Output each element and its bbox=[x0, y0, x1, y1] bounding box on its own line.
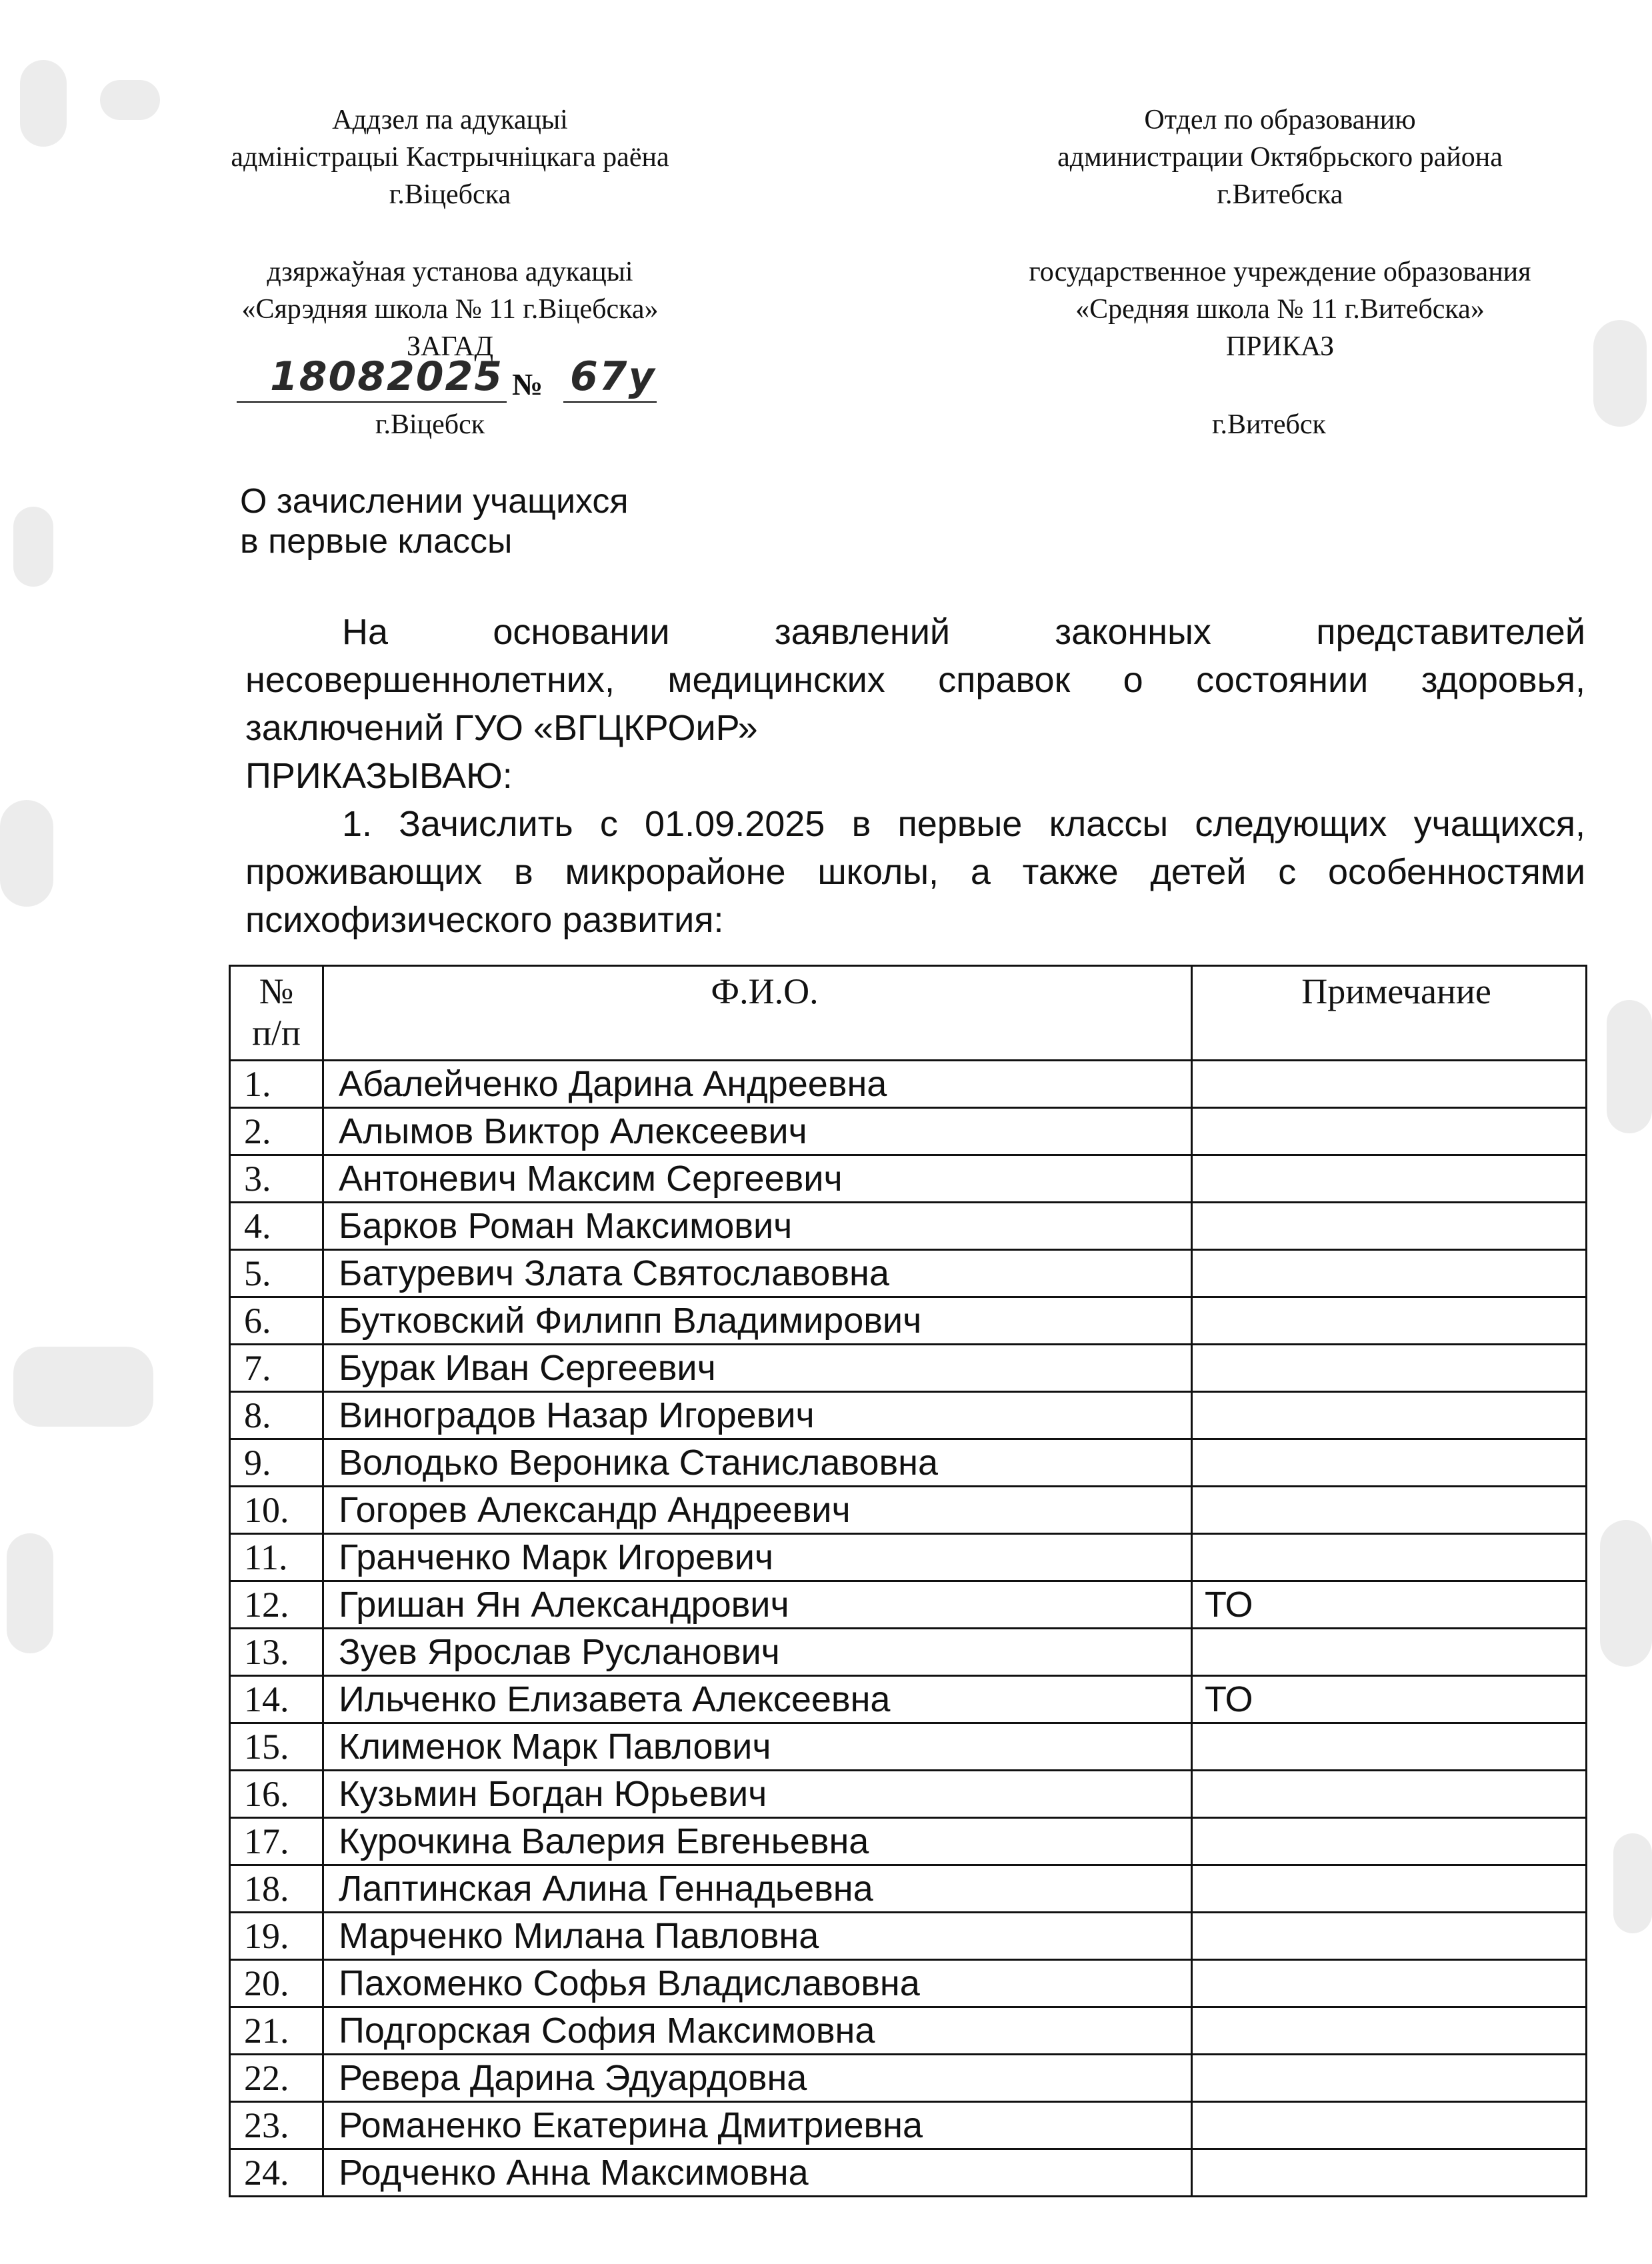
header-russian bbox=[960, 101, 1600, 213]
table-row bbox=[230, 2149, 1587, 2197]
student-name: Батуревич Злата Святославовна bbox=[323, 1250, 1192, 1297]
table-row bbox=[230, 1629, 1587, 1676]
table-row bbox=[230, 1155, 1587, 1203]
student-name: Гранченко Марк Игоревич bbox=[323, 1534, 1192, 1581]
row-number: 15. bbox=[230, 1723, 323, 1771]
table-row bbox=[230, 1771, 1587, 1818]
table-row bbox=[230, 1913, 1587, 1960]
row-note bbox=[1192, 1723, 1587, 1771]
row-note bbox=[1192, 1865, 1587, 1913]
header-by-line5: «Сярэдняя школа № 11 г.Віцебска» bbox=[241, 294, 659, 325]
scan-artifact bbox=[20, 60, 67, 147]
order-subject bbox=[240, 481, 629, 561]
handwritten-number: 67у bbox=[570, 353, 656, 400]
scan-artifact bbox=[1593, 320, 1647, 427]
header-belarusian bbox=[167, 101, 733, 213]
header-ru-line4: государственное учреждение образования bbox=[1029, 257, 1531, 287]
row-note bbox=[1192, 2149, 1587, 2197]
table-row bbox=[230, 2055, 1587, 2102]
header-by-line2: адміністрацыі Кастрычніцкага раёна bbox=[231, 142, 669, 173]
student-name: Подгорская София Максимовна bbox=[323, 2007, 1192, 2055]
header-ru-line3: г.Витебска bbox=[1217, 179, 1343, 210]
row-note bbox=[1192, 1203, 1587, 1250]
row-number: 3. bbox=[230, 1155, 323, 1203]
table-row bbox=[230, 1723, 1587, 1771]
scan-artifact bbox=[1607, 1000, 1652, 1133]
student-name: Зуев Ярослав Русланович bbox=[323, 1629, 1192, 1676]
scan-artifact bbox=[13, 507, 53, 587]
student-name: Пахоменко Софья Владиславовна bbox=[323, 1960, 1192, 2007]
scan-artifact bbox=[1600, 1520, 1652, 1667]
handwritten-date: 18082025 bbox=[270, 353, 503, 400]
row-number: 18. bbox=[230, 1865, 323, 1913]
student-name: Ревера Дарина Эдуардовна bbox=[323, 2055, 1192, 2102]
student-name: Ильченко Елизавета Алексеевна bbox=[323, 1676, 1192, 1723]
header-belarusian-institution bbox=[167, 253, 733, 365]
row-note bbox=[1192, 1960, 1587, 2007]
student-name: Лаптинская Алина Геннадьевна bbox=[323, 1865, 1192, 1913]
row-number: 2. bbox=[230, 1108, 323, 1155]
row-number: 21. bbox=[230, 2007, 323, 2055]
row-number: 4. bbox=[230, 1203, 323, 1250]
student-name: Марченко Милана Павловна bbox=[323, 1913, 1192, 1960]
header-by-line6: ЗАГАД bbox=[406, 331, 494, 362]
table-row bbox=[230, 1865, 1587, 1913]
table-row bbox=[230, 1250, 1587, 1297]
table-body bbox=[230, 1061, 1587, 2197]
row-note: ТО bbox=[1192, 1676, 1587, 1723]
row-note bbox=[1192, 1250, 1587, 1297]
student-name: Бутковский Филипп Владимирович bbox=[323, 1297, 1192, 1345]
header-ru-line6: ПРИКАЗ bbox=[1225, 331, 1335, 362]
number-sign: № bbox=[512, 367, 543, 401]
header-by-city: г.Віцебск bbox=[375, 409, 485, 440]
student-name: Барков Роман Максимович bbox=[323, 1203, 1192, 1250]
row-number: 10. bbox=[230, 1487, 323, 1534]
row-note bbox=[1192, 2055, 1587, 2102]
number-underline bbox=[563, 401, 657, 403]
table-row bbox=[230, 1061, 1587, 1108]
header-by-line1: Аддзел па адукацыі bbox=[332, 105, 568, 135]
table-row bbox=[230, 1676, 1587, 1723]
scan-artifact bbox=[7, 1533, 53, 1653]
row-number: 19. bbox=[230, 1913, 323, 1960]
row-note bbox=[1192, 1818, 1587, 1865]
table-row bbox=[230, 2102, 1587, 2149]
subject-line1: О зачислении учащихся bbox=[240, 482, 629, 521]
student-name: Гогорев Александр Андреевич bbox=[323, 1487, 1192, 1534]
row-number: 24. bbox=[230, 2149, 323, 2197]
row-number: 20. bbox=[230, 1960, 323, 2007]
body-para1-line1: На основании заявлений законных представителей bbox=[342, 612, 1585, 652]
row-note bbox=[1192, 1629, 1587, 1676]
table-header-row bbox=[230, 966, 1587, 1061]
row-number: 9. bbox=[230, 1439, 323, 1487]
student-name: Виноградов Назар Игоревич bbox=[323, 1392, 1192, 1439]
table-row bbox=[230, 1203, 1587, 1250]
row-number: 17. bbox=[230, 1818, 323, 1865]
row-note bbox=[1192, 1913, 1587, 1960]
row-number: 1. bbox=[230, 1061, 323, 1108]
body-para1-line2: несовершеннолетних, медицинских справок о состоянии здоровья, bbox=[245, 660, 1585, 700]
header-ru-line5: «Средняя школа № 11 г.Витебска» bbox=[1075, 294, 1485, 325]
row-number: 12. bbox=[230, 1581, 323, 1629]
row-number: 8. bbox=[230, 1392, 323, 1439]
header-by-line4: дзяржаўная установа адукацыі bbox=[267, 257, 633, 287]
table-row bbox=[230, 2007, 1587, 2055]
scan-artifact bbox=[1613, 1833, 1652, 1933]
student-name: Клименок Марк Павлович bbox=[323, 1723, 1192, 1771]
row-note bbox=[1192, 1155, 1587, 1203]
row-note bbox=[1192, 1771, 1587, 1818]
row-note bbox=[1192, 1534, 1587, 1581]
body-item1-line1: 1. Зачислить с 01.09.2025 в первые классы следующих учащихся, bbox=[342, 804, 1585, 844]
student-name: Бурак Иван Сергеевич bbox=[323, 1345, 1192, 1392]
row-number: 22. bbox=[230, 2055, 323, 2102]
table-row bbox=[230, 1297, 1587, 1345]
body-item1-line2: проживающих в микрорайоне школы, а также детей с особенностями bbox=[245, 852, 1585, 892]
table-row bbox=[230, 1487, 1587, 1534]
table-row bbox=[230, 1108, 1587, 1155]
body-item1-line3: психофизического развития: bbox=[245, 900, 724, 940]
row-note bbox=[1192, 1297, 1587, 1345]
scan-artifact bbox=[0, 800, 53, 907]
scan-artifact bbox=[100, 80, 160, 120]
column-header-name: Ф.И.О. bbox=[323, 966, 1192, 1061]
row-number: 13. bbox=[230, 1629, 323, 1676]
row-number: 14. bbox=[230, 1676, 323, 1723]
students-table bbox=[229, 965, 1587, 2197]
row-note bbox=[1192, 2102, 1587, 2149]
order-body bbox=[245, 608, 1585, 944]
table-row bbox=[230, 1345, 1587, 1392]
student-name: Кузьмин Богдан Юрьевич bbox=[323, 1771, 1192, 1818]
row-number: 7. bbox=[230, 1345, 323, 1392]
header-by-line3: г.Віцебска bbox=[389, 179, 511, 210]
table-row bbox=[230, 1392, 1587, 1439]
student-name: Володько Вероника Станиславовна bbox=[323, 1439, 1192, 1487]
header-russian-institution bbox=[960, 253, 1600, 365]
header-ru-city: г.Витебск bbox=[1212, 409, 1326, 440]
header-ru-line1: Отдел по образованию bbox=[1144, 105, 1416, 135]
student-name: Родченко Анна Максимовна bbox=[323, 2149, 1192, 2197]
table-row bbox=[230, 1534, 1587, 1581]
row-number: 11. bbox=[230, 1534, 323, 1581]
row-number: 16. bbox=[230, 1771, 323, 1818]
student-name: Гришан Ян Александрович bbox=[323, 1581, 1192, 1629]
header-ru-line2: администрации Октябрьского района bbox=[1057, 142, 1503, 173]
row-note bbox=[1192, 1392, 1587, 1439]
row-number: 23. bbox=[230, 2102, 323, 2149]
row-note bbox=[1192, 1439, 1587, 1487]
student-name: Романенко Екатерина Дмитриевна bbox=[323, 2102, 1192, 2149]
row-note: ТО bbox=[1192, 1581, 1587, 1629]
table-row bbox=[230, 1960, 1587, 2007]
row-number: 5. bbox=[230, 1250, 323, 1297]
row-note bbox=[1192, 2007, 1587, 2055]
row-note bbox=[1192, 1487, 1587, 1534]
student-name: Алымов Виктор Алексеевич bbox=[323, 1108, 1192, 1155]
scan-artifact bbox=[13, 1347, 153, 1427]
row-note bbox=[1192, 1345, 1587, 1392]
student-name: Антоневич Максим Сергеевич bbox=[323, 1155, 1192, 1203]
body-para1-line3: заключений ГУО «ВГЦКРОиР» bbox=[245, 708, 758, 748]
order-word: ПРИКАЗЫВАЮ: bbox=[245, 756, 513, 796]
column-header-note: Примечание bbox=[1192, 966, 1587, 1061]
student-name: Курочкина Валерия Евгеньевна bbox=[323, 1818, 1192, 1865]
row-note bbox=[1192, 1061, 1587, 1108]
student-name: Абалейченко Дарина Андреевна bbox=[323, 1061, 1192, 1108]
row-number: 6. bbox=[230, 1297, 323, 1345]
table-row bbox=[230, 1439, 1587, 1487]
subject-line2: в первые классы bbox=[240, 522, 513, 561]
date-underline bbox=[237, 401, 507, 403]
table-row bbox=[230, 1581, 1587, 1629]
row-note bbox=[1192, 1108, 1587, 1155]
table-row bbox=[230, 1818, 1587, 1865]
column-header-number: № п/п bbox=[230, 966, 323, 1061]
